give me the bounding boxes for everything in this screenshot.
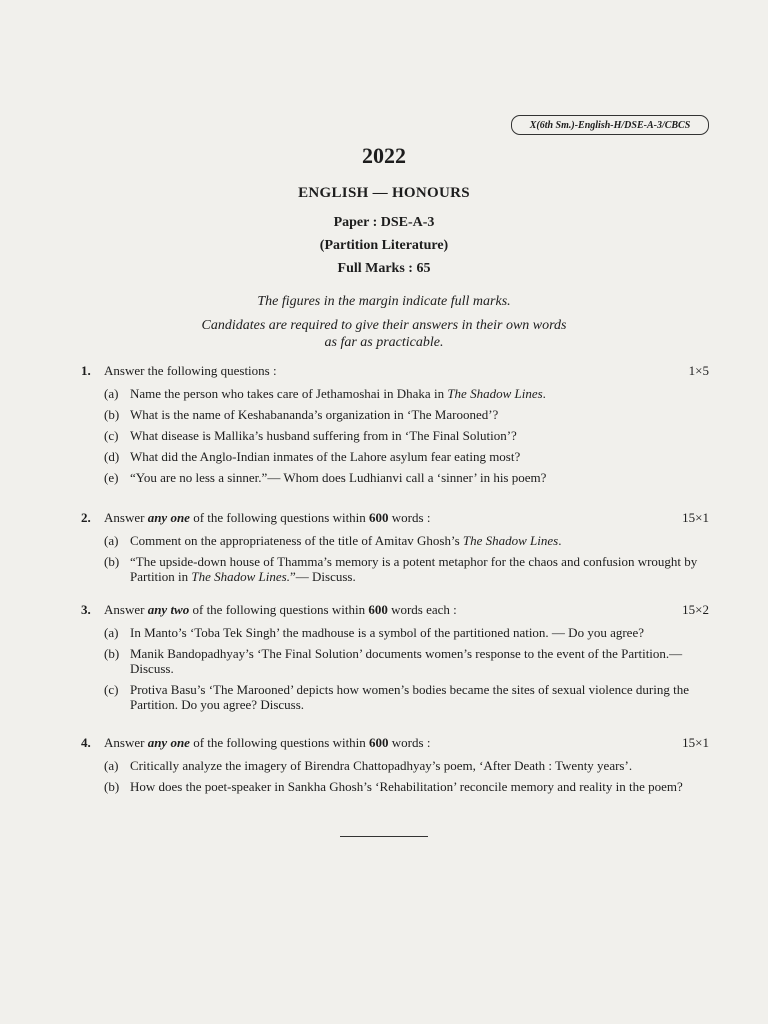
subject-title: ENGLISH — HONOURS bbox=[298, 185, 470, 201]
sub-question-text: What is the name of Keshabananda’s organization in ‘The Marooned’? bbox=[130, 407, 499, 422]
paper-code: Paper : DSE-A-3 bbox=[333, 215, 435, 230]
instruction-own-words bbox=[0, 317, 768, 351]
question-number: 2. bbox=[81, 510, 91, 525]
sub-question bbox=[104, 386, 709, 401]
sub-question-label: (a) bbox=[104, 625, 119, 640]
sub-question-label: (e) bbox=[104, 470, 119, 485]
sub-question-label: (d) bbox=[104, 449, 120, 464]
question-instruction-mid: of the following questions within bbox=[189, 510, 370, 525]
work-title: The Shadow Lines. bbox=[191, 569, 290, 584]
question-1 bbox=[81, 362, 709, 485]
sub-question-label: (a) bbox=[104, 386, 119, 401]
sub-question-tail: . bbox=[558, 533, 562, 548]
word-limit: 600 bbox=[369, 735, 389, 750]
paper-topic: (Partition Literature) bbox=[319, 238, 449, 253]
instruction-marks: The figures in the margin indicate full marks. bbox=[257, 294, 511, 309]
sub-question-label: (c) bbox=[104, 682, 119, 697]
sub-question bbox=[104, 407, 709, 422]
instruction-line-3: as far as practicable. bbox=[324, 335, 444, 350]
sub-question-text: Protiva Basu’s ‘The Marooned’ depicts how women’s bodies became the sites of sexual violence during the Partition. Do you agree? Discuss. bbox=[130, 682, 689, 712]
question-instruction-mid: of the following questions within bbox=[189, 602, 369, 617]
sub-question-text: “You are no less a sinner.”— Whom does Ludhianvi call a ‘sinner’ in his poem? bbox=[130, 470, 547, 485]
sub-question-text: How does the poet-speaker in Sankha Ghosh’s ‘Rehabilitation’ reconcile memory and reality in the poem? bbox=[130, 779, 683, 794]
sub-question bbox=[104, 554, 709, 584]
sub-question bbox=[104, 470, 709, 485]
sub-question-label: (b) bbox=[104, 554, 120, 569]
question-instruction: Answer bbox=[104, 602, 148, 617]
work-title: The Shadow Lines bbox=[462, 533, 559, 548]
sub-question bbox=[104, 682, 709, 712]
question-instruction-end: words each : bbox=[387, 602, 457, 617]
question-number: 4. bbox=[81, 735, 91, 750]
sub-question-tail: . bbox=[542, 386, 546, 401]
sub-question bbox=[104, 533, 709, 548]
question-instruction: Answer bbox=[104, 510, 148, 525]
sub-question-label: (a) bbox=[104, 758, 119, 773]
full-marks: Full Marks : 65 bbox=[337, 261, 431, 276]
question-choice: any one bbox=[147, 510, 190, 525]
sub-question-text: What disease is Mallika’s husband suffering from in ‘The Final Solution’? bbox=[130, 428, 517, 443]
sub-question-label: (b) bbox=[104, 407, 120, 422]
question-marks: 15×1 bbox=[682, 510, 709, 525]
sub-question-tail: ”— Discuss. bbox=[289, 569, 356, 584]
sub-question-text: Critically analyze the imagery of Birendra Chattopadhyay’s poem, ‘After Death : Twenty years’. bbox=[130, 758, 633, 773]
sub-question-text: Manik Bandopadhyay’s ‘The Final Solution’ documents women’s response to the event of the Partition.— Discuss. bbox=[130, 646, 683, 676]
question-choice: any two bbox=[147, 602, 190, 617]
sub-question-text: “The upside-down house of Thamma’s memory is a potent metaphor for the chaos and confusion wrought by Partition in bbox=[130, 554, 698, 584]
sub-question bbox=[104, 758, 709, 773]
paper-code-badge: X(6th Sm.)-English-H/DSE-A-3/CBCS bbox=[511, 115, 709, 135]
sub-question-label: (a) bbox=[104, 533, 119, 548]
sub-question bbox=[104, 625, 709, 640]
work-title: The Shadow Lines bbox=[447, 386, 543, 401]
sub-question bbox=[104, 779, 709, 794]
question-instruction: Answer bbox=[104, 735, 148, 750]
question-2 bbox=[81, 509, 709, 584]
word-limit: 600 bbox=[369, 510, 389, 525]
question-instruction-mid: of the following questions within bbox=[189, 735, 370, 750]
question-number: 3. bbox=[81, 602, 91, 617]
question-marks: 15×1 bbox=[682, 735, 709, 750]
exam-year: 2022 bbox=[362, 143, 406, 168]
question-instruction: Answer the following questions : bbox=[104, 363, 277, 378]
sub-question-label: (b) bbox=[104, 779, 120, 794]
sub-question bbox=[104, 428, 709, 443]
sub-question bbox=[104, 449, 709, 464]
sub-question bbox=[104, 646, 709, 676]
end-rule bbox=[340, 836, 428, 837]
question-3 bbox=[81, 601, 709, 712]
question-instruction-end: words : bbox=[388, 735, 431, 750]
word-limit: 600 bbox=[368, 602, 388, 617]
instruction-line-2: Candidates are required to give their answers in their own words bbox=[201, 318, 567, 333]
question-marks: 15×2 bbox=[682, 602, 709, 617]
sub-question-text: Name the person who takes care of Jethamoshai in Dhaka in bbox=[130, 386, 448, 401]
sub-question-text: What did the Anglo-Indian inmates of the Lahore asylum fear eating most? bbox=[130, 449, 521, 464]
question-number: 1. bbox=[81, 363, 91, 378]
question-instruction-end: words : bbox=[388, 510, 431, 525]
sub-question-text: Comment on the appropriateness of the title of Amitav Ghosh’s bbox=[130, 533, 463, 548]
sub-question-label: (c) bbox=[104, 428, 119, 443]
sub-question-label: (b) bbox=[104, 646, 120, 661]
sub-question-text: In Manto’s ‘Toba Tek Singh’ the madhouse is a symbol of the partitioned nation. — Do you agree? bbox=[130, 625, 644, 640]
question-choice: any one bbox=[147, 735, 190, 750]
question-marks: 1×5 bbox=[688, 363, 709, 378]
question-4 bbox=[81, 734, 709, 794]
